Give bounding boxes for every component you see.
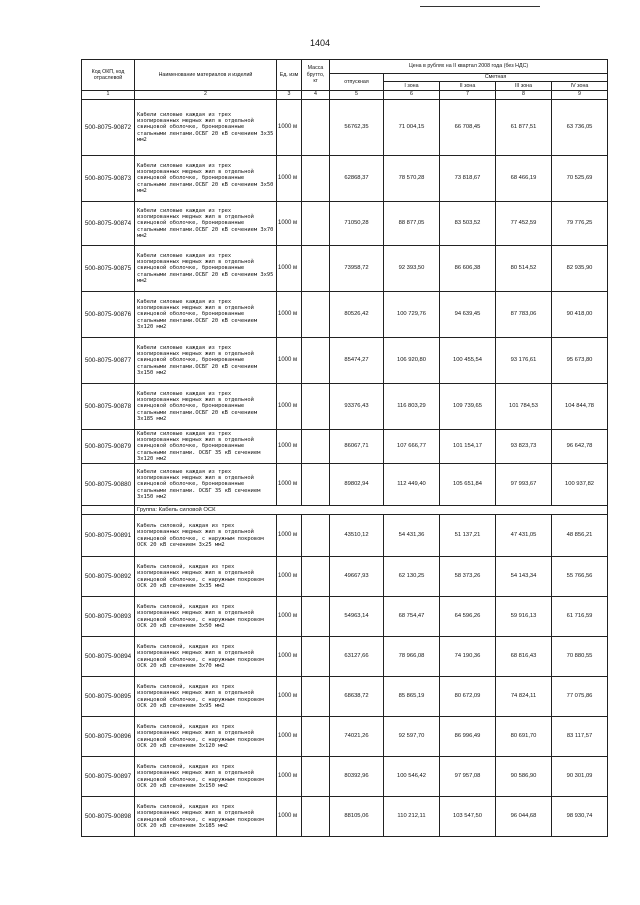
selling-price: 49667,93 (330, 557, 384, 597)
price-zone-3: 80 691,70 (496, 717, 552, 757)
product-code: 500-8075-90872 (82, 100, 135, 156)
price-zone-2: 83 503,52 (440, 202, 496, 246)
header-zone-2: II зона (440, 82, 496, 91)
product-code: 500-8075-90874 (82, 202, 135, 246)
header-mass: Масса брутто, кг (302, 60, 330, 91)
price-zone-4: 79 776,25 (552, 202, 608, 246)
price-zone-1: 100 546,42 (384, 757, 440, 797)
column-number: 1 (82, 91, 135, 100)
price-zone-1: 92 597,70 (384, 717, 440, 757)
table-row (82, 202, 608, 246)
table-row (82, 597, 608, 637)
price-zone-2: 101 154,17 (440, 430, 496, 464)
table-row (82, 677, 608, 717)
product-code: 500-8075-90877 (82, 338, 135, 384)
price-zone-3: 47 431,05 (496, 515, 552, 557)
product-code: 500-8075-90892 (82, 557, 135, 597)
price-zone-2: 109 739,65 (440, 384, 496, 430)
gross-mass (302, 202, 330, 246)
group-section (82, 506, 608, 515)
price-zone-3: 54 143,34 (496, 557, 552, 597)
selling-price: 80526,42 (330, 292, 384, 338)
product-name: Кабель силовой, каждая из трех изолированных медных жил в отдельной свинцовой оболочке, с наружным покровом ОСК 20 кВ сечением 3х150 мм2 (135, 757, 277, 797)
group-row (82, 506, 608, 515)
table-row (82, 757, 608, 797)
gross-mass (302, 797, 330, 837)
price-zone-4: 70 880,55 (552, 637, 608, 677)
price-zone-1: 110 212,11 (384, 797, 440, 837)
selling-price: 80392,96 (330, 757, 384, 797)
gross-mass (302, 338, 330, 384)
product-name: Кабель силовой, каждая из трех изолированных медных жил в отдельной свинцовой оболочке, с наружным покровом ОСК 20 кВ сечением 3х120 мм2 (135, 717, 277, 757)
product-code: 500-8075-90873 (82, 156, 135, 202)
price-zone-3: 90 586,90 (496, 757, 552, 797)
selling-price: 85474,27 (330, 338, 384, 384)
header-estimate: Сметная (384, 74, 608, 82)
price-zone-1: 88 877,05 (384, 202, 440, 246)
price-zone-1: 100 729,76 (384, 292, 440, 338)
price-zone-3: 96 044,68 (496, 797, 552, 837)
selling-price: 62868,37 (330, 156, 384, 202)
product-code: 500-8075-90878 (82, 384, 135, 430)
unit-of-measure: 1000 м (277, 384, 302, 430)
selling-price: 88105,06 (330, 797, 384, 837)
product-name: Кабель силовой, каждая из трех изолированных медных жил в отдельной свинцовой оболочке, с наружным покровом ОСК 20 кВ сечением 3х35 мм2 (135, 557, 277, 597)
gross-mass (302, 246, 330, 292)
price-zone-2: 64 596,26 (440, 597, 496, 637)
header-unit: Ед. изм (277, 60, 302, 91)
table-row (82, 156, 608, 202)
price-zone-1: 71 004,15 (384, 100, 440, 156)
price-zone-3: 59 916,13 (496, 597, 552, 637)
unit-of-measure: 1000 м (277, 430, 302, 464)
header-selling: отпускная (330, 74, 384, 91)
header-rule (420, 6, 540, 7)
price-zone-2: 58 373,26 (440, 557, 496, 597)
gross-mass (302, 597, 330, 637)
price-zone-4: 83 117,57 (552, 717, 608, 757)
gross-mass (302, 384, 330, 430)
product-name: Кабели силовые каждая из трех изолированных медных жил в отдельной свинцовой оболочке, бронированные стальными лентами. ОСБГ 35 кВ сечением 3х120 мм2 (135, 430, 277, 464)
table-row (82, 246, 608, 292)
selling-price: 74021,26 (330, 717, 384, 757)
gross-mass (302, 464, 330, 506)
table-row (82, 515, 608, 557)
product-name: Кабель силовой, каждая из трех изолированных медных жил в отдельной свинцовой оболочке, с наружным покровом ОСК 20 кВ сечением 3х95 мм2 (135, 677, 277, 717)
price-table (81, 59, 608, 837)
price-zone-3: 68 816,43 (496, 637, 552, 677)
price-zone-4: 48 856,21 (552, 515, 608, 557)
price-zone-1: 92 393,50 (384, 246, 440, 292)
selling-price: 63127,66 (330, 637, 384, 677)
product-name: Кабель силовой, каждая из трех изолированных медных жил в отдельной свинцовой оболочке, с наружным покровом ОСК 20 кВ сечением 3х70 мм2 (135, 637, 277, 677)
header-price-title: Цена в рублях на II квартал 2008 года (без НДС) (330, 60, 608, 74)
price-zone-4: 82 935,90 (552, 246, 608, 292)
gross-mass (302, 100, 330, 156)
price-zone-4: 95 673,80 (552, 338, 608, 384)
unit-of-measure: 1000 м (277, 597, 302, 637)
product-name: Кабели силовые каждая из трех изолированных медных жил в отдельной свинцовой оболочке, бронированные стальными лентами.ОСБГ 20 кВ сечением 3х120 мм2 (135, 292, 277, 338)
unit-of-measure: 1000 м (277, 292, 302, 338)
price-zone-3: 74 824,11 (496, 677, 552, 717)
price-zone-1: 112 449,40 (384, 464, 440, 506)
price-zone-4: 77 075,86 (552, 677, 608, 717)
page-number: 1404 (309, 38, 331, 48)
price-zone-4: 90 301,09 (552, 757, 608, 797)
table-row (82, 464, 608, 506)
table-row (82, 637, 608, 677)
unit-of-measure: 1000 м (277, 677, 302, 717)
gross-mass (302, 717, 330, 757)
unit-of-measure: 1000 м (277, 717, 302, 757)
price-zone-3: 61 877,51 (496, 100, 552, 156)
price-zone-3: 97 993,67 (496, 464, 552, 506)
price-zone-1: 107 666,77 (384, 430, 440, 464)
column-number: 2 (135, 91, 277, 100)
product-name: Кабели силовые каждая из трех изолированных медных жил в отдельной свинцовой оболочке, бронированные стальными лентами.ОСБГ 20 кВ сечением 3х70 мм2 (135, 202, 277, 246)
table-row (82, 292, 608, 338)
gross-mass (302, 430, 330, 464)
product-code: 500-8075-90891 (82, 515, 135, 557)
price-zone-3: 80 514,52 (496, 246, 552, 292)
price-zone-3: 87 783,06 (496, 292, 552, 338)
table-row (82, 338, 608, 384)
unit-of-measure: 1000 м (277, 515, 302, 557)
selling-price: 54963,14 (330, 597, 384, 637)
selling-price: 93376,43 (330, 384, 384, 430)
price-zone-2: 86 996,49 (440, 717, 496, 757)
unit-of-measure: 1000 м (277, 338, 302, 384)
table-row (82, 557, 608, 597)
product-name: Кабели силовые каждая из трех изолированных медных жил в отдельной свинцовой оболочке, бронированные стальными лентами. ОСБГ 35 кВ сечением 3х150 мм2 (135, 464, 277, 506)
column-number: 6 (384, 91, 440, 100)
price-zone-2: 103 547,50 (440, 797, 496, 837)
product-name: Кабель силовой, каждая из трех изолированных медных жил в отдельной свинцовой оболочке, с наружным покровом ОСК 20 кВ сечением 3х25 мм2 (135, 515, 277, 557)
cable-rows-osk (82, 515, 608, 837)
price-zone-3: 77 452,59 (496, 202, 552, 246)
gross-mass (302, 757, 330, 797)
price-zone-3: 93 823,73 (496, 430, 552, 464)
table-row (82, 100, 608, 156)
product-name: Кабели силовые каждая из трех изолированных медных жил в отдельной свинцовой оболочке, бронированные стальными лентами.ОСБГ 20 кВ сечением 3х95 мм2 (135, 246, 277, 292)
product-name: Кабель силовой, каждая из трех изолированных медных жил в отдельной свинцовой оболочке, с наружным покровом ОСК 20 кВ сечением 3х50 мм2 (135, 597, 277, 637)
price-zone-2: 73 818,67 (440, 156, 496, 202)
price-zone-3: 101 784,53 (496, 384, 552, 430)
table-row (82, 797, 608, 837)
product-code: 500-8075-90896 (82, 717, 135, 757)
unit-of-measure: 1000 м (277, 202, 302, 246)
price-zone-1: 68 754,47 (384, 597, 440, 637)
unit-of-measure: 1000 м (277, 797, 302, 837)
price-zone-1: 116 803,29 (384, 384, 440, 430)
price-zone-2: 100 455,54 (440, 338, 496, 384)
selling-price: 71050,28 (330, 202, 384, 246)
price-zone-1: 106 920,80 (384, 338, 440, 384)
price-zone-4: 98 930,74 (552, 797, 608, 837)
header-zone-1: I зона (384, 82, 440, 91)
price-zone-1: 54 431,36 (384, 515, 440, 557)
price-zone-1: 85 865,19 (384, 677, 440, 717)
table-row (82, 717, 608, 757)
product-name: Кабели силовые каждая из трех изолированных медных жил в отдельной свинцовой оболочке, бронированные стальными лентами.ОСБГ 20 кВ сечением 3х35 мм2 (135, 100, 277, 156)
product-code: 500-8075-90893 (82, 597, 135, 637)
column-number: 4 (302, 91, 330, 100)
price-zone-4: 90 418,00 (552, 292, 608, 338)
header-code: Код ОКП, код отраслевой (82, 60, 135, 91)
price-zone-4: 96 642,78 (552, 430, 608, 464)
price-zone-2: 86 606,38 (440, 246, 496, 292)
product-code: 500-8075-90880 (82, 464, 135, 506)
price-zone-4: 70 525,69 (552, 156, 608, 202)
price-zone-4: 100 937,82 (552, 464, 608, 506)
price-zone-2: 97 957,08 (440, 757, 496, 797)
group-label: Группа: Кабель силовой ОСК (135, 506, 608, 515)
gross-mass (302, 557, 330, 597)
price-zone-4: 104 844,78 (552, 384, 608, 430)
unit-of-measure: 1000 м (277, 246, 302, 292)
unit-of-measure: 1000 м (277, 637, 302, 677)
gross-mass (302, 677, 330, 717)
table-row (82, 430, 608, 464)
header-zone-3: III зона (496, 82, 552, 91)
column-number: 9 (552, 91, 608, 100)
price-zone-1: 78 966,08 (384, 637, 440, 677)
gross-mass (302, 515, 330, 557)
product-code: 500-8075-90876 (82, 292, 135, 338)
column-number: 7 (440, 91, 496, 100)
product-code: 500-8075-90894 (82, 637, 135, 677)
price-zone-3: 93 176,61 (496, 338, 552, 384)
selling-price: 86067,71 (330, 430, 384, 464)
gross-mass (302, 637, 330, 677)
product-code: 500-8075-90895 (82, 677, 135, 717)
price-zone-2: 74 190,36 (440, 637, 496, 677)
product-name: Кабели силовые каждая из трех изолированных медных жил в отдельной свинцовой оболочке, бронированные стальными лентами.ОСБГ 20 кВ сечением 3х150 мм2 (135, 338, 277, 384)
price-zone-1: 62 130,25 (384, 557, 440, 597)
gross-mass (302, 292, 330, 338)
product-name: Кабели силовые каждая из трех изолированных медных жил в отдельной свинцовой оболочке, бронированные стальными лентами.ОСБГ 20 кВ сечением 3х185 мм2 (135, 384, 277, 430)
selling-price: 73958,72 (330, 246, 384, 292)
column-number-row (82, 91, 608, 100)
price-zone-2: 105 651,84 (440, 464, 496, 506)
unit-of-measure: 1000 м (277, 156, 302, 202)
price-zone-4: 61 716,59 (552, 597, 608, 637)
price-zone-2: 94 639,45 (440, 292, 496, 338)
price-zone-2: 51 137,21 (440, 515, 496, 557)
price-zone-4: 63 736,05 (552, 100, 608, 156)
group-row-spacer (82, 506, 135, 515)
price-zone-1: 78 570,28 (384, 156, 440, 202)
price-zone-2: 66 708,45 (440, 100, 496, 156)
price-zone-4: 55 766,56 (552, 557, 608, 597)
product-name: Кабели силовые каждая из трех изолированных медных жил в отдельной свинцовой оболочке, бронированные стальными лентами.ОСБГ 20 кВ сечением 3х50 мм2 (135, 156, 277, 202)
price-zone-2: 80 672,09 (440, 677, 496, 717)
header-name: Наименование материалов и изделий (135, 60, 277, 91)
unit-of-measure: 1000 м (277, 757, 302, 797)
column-number: 8 (496, 91, 552, 100)
unit-of-measure: 1000 м (277, 100, 302, 156)
table-row (82, 384, 608, 430)
selling-price: 89802,94 (330, 464, 384, 506)
product-code: 500-8075-90875 (82, 246, 135, 292)
selling-price: 43510,12 (330, 515, 384, 557)
product-code: 500-8075-90897 (82, 757, 135, 797)
unit-of-measure: 1000 м (277, 557, 302, 597)
selling-price: 56762,35 (330, 100, 384, 156)
product-code: 500-8075-90879 (82, 430, 135, 464)
selling-price: 68638,72 (330, 677, 384, 717)
column-number: 5 (330, 91, 384, 100)
product-name: Кабель силовой, каждая из трех изолированных медных жил в отдельной свинцовой оболочке, с наружным покровом ОСК 20 кВ сечением 3х185 мм2 (135, 797, 277, 837)
unit-of-measure: 1000 м (277, 464, 302, 506)
header-zone-4: IV зона (552, 82, 608, 91)
column-number: 3 (277, 91, 302, 100)
product-code: 500-8075-90898 (82, 797, 135, 837)
gross-mass (302, 156, 330, 202)
cable-rows-osbg (82, 100, 608, 506)
price-zone-3: 68 466,19 (496, 156, 552, 202)
